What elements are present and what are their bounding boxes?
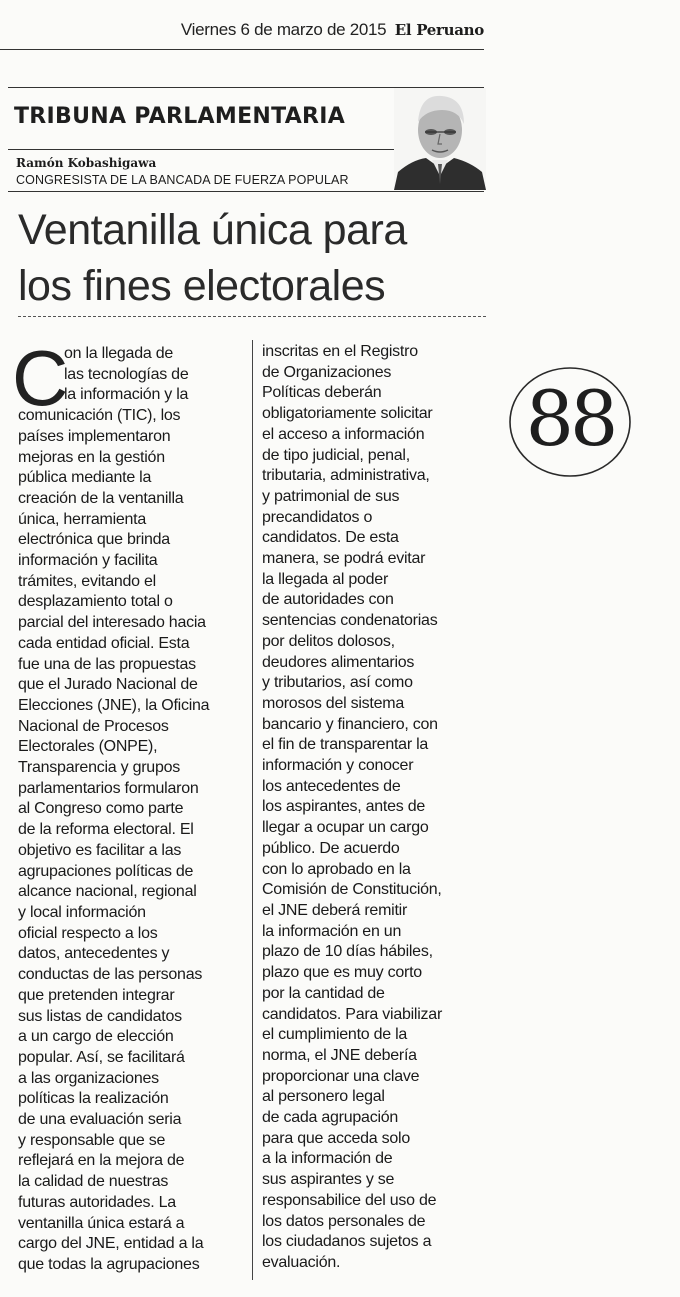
article-line: sus aspirantes y se (262, 1171, 395, 1189)
article-line: trámites, evitando el (18, 572, 156, 590)
article-line: obligatoriamente solicitar (262, 405, 433, 423)
article-line: que pretenden integrar (18, 986, 175, 1004)
article-line: países implementaron (18, 427, 171, 445)
article-line: oficial respecto a los (18, 924, 158, 942)
article-line: inscritas en el Registro (262, 343, 418, 360)
article-line: para que acceda solo (262, 1129, 410, 1147)
article-line: ventanilla única estará a (18, 1214, 185, 1232)
article-line: Electorales (ONPE), (18, 738, 158, 756)
article-line: parcial del interesado hacia (18, 614, 206, 632)
article-line: a las organizaciones (18, 1069, 159, 1087)
section-title: TRIBUNA PARLAMENTARIA (14, 104, 346, 129)
handwritten-number: 88 (525, 374, 615, 463)
author-name: Ramón Kobashigawa (16, 156, 157, 170)
article-line: los aspirantes, antes de (262, 798, 425, 816)
article-line: Nacional de Procesos (18, 717, 169, 735)
article-line: manera, se podrá evitar (262, 550, 426, 568)
drop-cap: C (12, 334, 69, 422)
article-line: con lo aprobado en la (262, 860, 411, 878)
article-line: proporcionar una clave (262, 1067, 420, 1085)
article-line: Elecciones (JNE), la Oficina (18, 696, 210, 714)
article-line: fue una de las propuestas (18, 655, 196, 673)
article-column-2 (262, 342, 492, 1274)
headline (18, 202, 478, 314)
article-line: la información en un (262, 922, 402, 940)
article-line: de tipo judicial, penal, (262, 446, 410, 464)
article-line: el JNE deberá remitir (262, 901, 408, 919)
article-line: candidatos. De esta (262, 529, 399, 547)
article-line: creación de la ventanilla (18, 489, 184, 507)
article-line: de autoridades con (262, 591, 394, 609)
article-line: que el Jurado Nacional de (18, 676, 198, 694)
article-line: información y conocer (262, 757, 414, 775)
article-line: cada entidad oficial. Esta (18, 634, 190, 652)
article-line: Políticas deberán (262, 384, 382, 402)
headline-line: Ventanilla única para (18, 206, 407, 254)
article-line: la información y la (64, 386, 189, 404)
article-line: Comisión de Constitución, (262, 881, 442, 899)
article-line: responsabilice del uso de (262, 1191, 437, 1209)
article-line: los datos personales de (262, 1212, 426, 1230)
article-line: alcance nacional, regional (18, 883, 197, 901)
article-line: público. De acuerdo (262, 839, 400, 857)
article-line: tributaria, administrativa, (262, 467, 430, 485)
issue-date: Viernes 6 de marzo de 2015 (180, 20, 387, 39)
article-line: y patrimonial de sus (262, 487, 400, 505)
article-line: precandidatos o (262, 508, 373, 526)
article-line: mejoras en la gestión (18, 448, 165, 466)
masthead (181, 20, 484, 40)
article-line: candidatos. Para viabilizar (262, 1005, 443, 1023)
column-rule (252, 340, 253, 1280)
article-line: a un cargo de elección (18, 1028, 174, 1046)
article-line: norma, el JNE debería (262, 1046, 417, 1064)
article-line: llegar a ocupar un cargo (262, 819, 429, 837)
article-line: y tributarios, así como (262, 674, 413, 692)
article-line: información y facilita (18, 552, 158, 570)
masthead-rule (0, 49, 484, 50)
article-line: por delitos dolosos, (262, 632, 395, 650)
handwritten-annotation (504, 362, 634, 480)
article-line: las tecnologías de (64, 365, 189, 383)
article-line: la calidad de nuestras (18, 1173, 169, 1191)
article-line: deudores alimentarios (262, 653, 415, 671)
article-line: parlamentarios formularon (18, 779, 199, 797)
article-line: objetivo es facilitar a las (18, 841, 182, 859)
author-photo (394, 88, 486, 190)
article-line: cargo del JNE, entidad a la (18, 1235, 204, 1253)
article-line: y local información (18, 903, 146, 921)
article-line: electrónica que brinda (18, 531, 170, 549)
article-column-1 (18, 344, 248, 1276)
article-line: sus listas de candidatos (18, 1007, 182, 1025)
article-line: de cada agrupación (262, 1109, 399, 1127)
article-line: plazo que es muy corto (262, 964, 422, 982)
article-line: los ciudadanos sujetos a (262, 1233, 432, 1251)
article-line: morosos del sistema (262, 694, 404, 712)
article-line: pública mediante la (18, 469, 152, 487)
article-line: comunicación (TIC), los (18, 407, 181, 425)
article-line: por la cantidad de (262, 984, 385, 1002)
article-line: bancario y financiero, con (262, 715, 438, 733)
article-line: la llegada al poder (262, 570, 389, 588)
article-line: popular. Así, se facilitará (18, 1048, 185, 1066)
article-line: desplazamiento total o (18, 593, 173, 611)
article-line: al personero legal (262, 1088, 385, 1106)
article-line: de una evaluación seria (18, 1111, 182, 1129)
article-line: agrupaciones políticas de (18, 862, 194, 880)
article-line: el acceso a información (262, 425, 425, 443)
article-line: evaluación. (262, 1253, 341, 1271)
article-line: de la reforma electoral. El (18, 821, 194, 839)
article-line: sentencias condenatorias (262, 612, 438, 630)
article-line: datos, antecedentes y (18, 945, 170, 963)
article-line: a la información de (262, 1150, 393, 1168)
article-line: que todas la agrupaciones (18, 1255, 200, 1273)
author-position: CONGRESISTA DE LA BANCADA DE FUERZA POPULAR (16, 173, 349, 187)
article-line: políticas la realización (18, 1090, 169, 1108)
article-line: conductas de las personas (18, 966, 203, 984)
article-line: de Organizaciones (262, 363, 392, 381)
article-line: on la llegada de (64, 345, 173, 362)
article-line: Transparencia y grupos (18, 759, 180, 777)
article-line: plazo de 10 días hábiles, (262, 943, 433, 961)
section-mid-rule (8, 149, 396, 150)
article-line: los antecedentes de (262, 777, 401, 795)
article-line: el fin de transparentar la (262, 736, 429, 754)
section-bottom-rule (8, 191, 484, 192)
headline-line: los fines electorales (18, 262, 386, 310)
newspaper-name: El Peruano (394, 21, 484, 39)
headline-divider (18, 316, 486, 317)
article-line: y responsable que se (18, 1131, 166, 1149)
article-line: futuras autoridades. La (18, 1193, 176, 1211)
article-line: única, herramienta (18, 510, 147, 528)
article-line: el cumplimiento de la (262, 1026, 408, 1044)
article-line: al Congreso como parte (18, 800, 184, 818)
article-line: reflejará en la mejora de (18, 1152, 185, 1170)
